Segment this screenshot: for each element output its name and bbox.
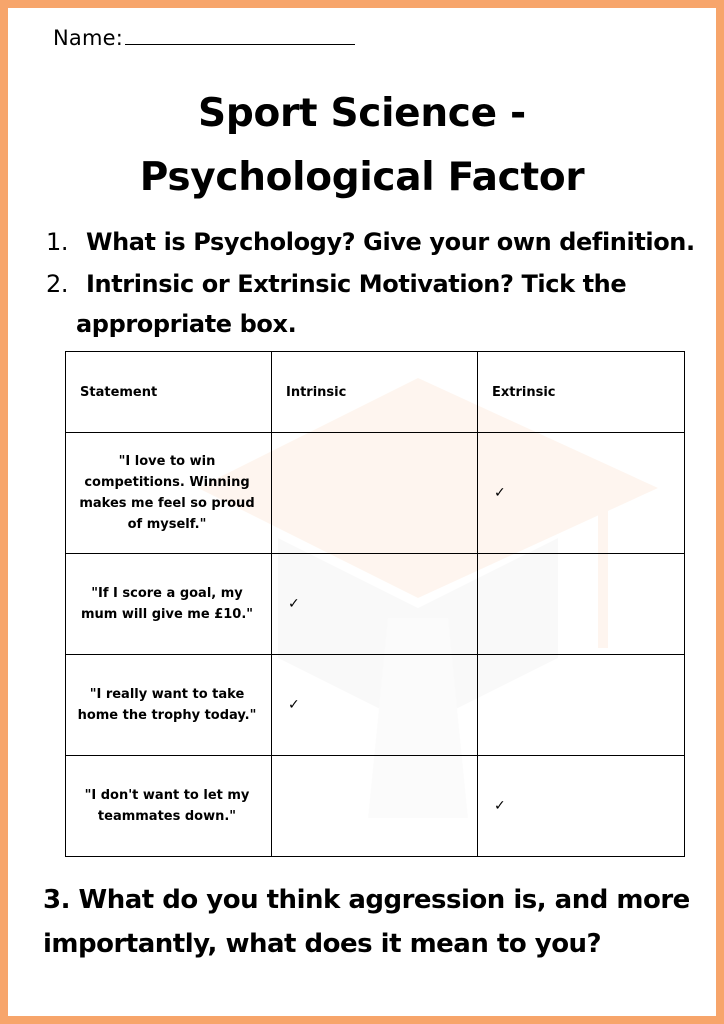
header-statement: Statement xyxy=(66,352,272,433)
statement-text: "I really want to take home the trophy today." xyxy=(77,687,257,723)
header-extrinsic: Extrinsic xyxy=(478,352,685,433)
statement-text: "I love to win competitions. Winning makes me feel so proud of myself." xyxy=(79,454,255,532)
question-1-text: What is Psychology? Give your own definition. xyxy=(86,228,695,256)
statement-cell xyxy=(66,756,272,857)
table-row xyxy=(66,554,685,655)
intrinsic-checkbox[interactable]: ✓ xyxy=(272,554,478,655)
intrinsic-checkbox[interactable] xyxy=(272,433,478,554)
motivation-table xyxy=(65,351,685,857)
question-2 xyxy=(46,264,666,344)
table-row xyxy=(66,433,685,554)
page-title xyxy=(8,82,716,210)
statement-text: "If I score a goal, my mum will give me £10." xyxy=(80,586,254,622)
extrinsic-checkbox[interactable]: ✓ xyxy=(478,756,685,857)
question-2-text-line-2: appropriate box. xyxy=(76,310,297,338)
statement-cell xyxy=(66,433,272,554)
intrinsic-checkbox[interactable] xyxy=(272,756,478,857)
question-2-text-line-1: Intrinsic or Extrinsic Motivation? Tick the xyxy=(86,270,627,298)
header-intrinsic: Intrinsic xyxy=(272,352,478,433)
table-header-row xyxy=(66,352,685,433)
extrinsic-checkbox[interactable] xyxy=(478,554,685,655)
question-3: 3. What do you think aggression is, and more importantly, what does it mean to you? xyxy=(43,885,690,959)
question-1 xyxy=(46,222,695,262)
question-2-number: 2. xyxy=(46,270,69,298)
statement-cell xyxy=(66,554,272,655)
title-line-2: Psychological Factor xyxy=(139,155,585,200)
table-row xyxy=(66,655,685,756)
extrinsic-checkbox[interactable] xyxy=(478,655,685,756)
title-line-1: Sport Science - xyxy=(198,91,526,136)
table-row xyxy=(66,756,685,857)
intrinsic-checkbox[interactable]: ✓ xyxy=(272,655,478,756)
statement-cell xyxy=(66,655,272,756)
name-label: Name: xyxy=(53,26,124,50)
question-1-number: 1. xyxy=(46,228,69,256)
name-field[interactable] xyxy=(53,26,355,50)
name-underline xyxy=(125,43,355,45)
statement-text: "I don't want to let my teammates down." xyxy=(84,788,250,824)
extrinsic-checkbox[interactable]: ✓ xyxy=(478,433,685,554)
